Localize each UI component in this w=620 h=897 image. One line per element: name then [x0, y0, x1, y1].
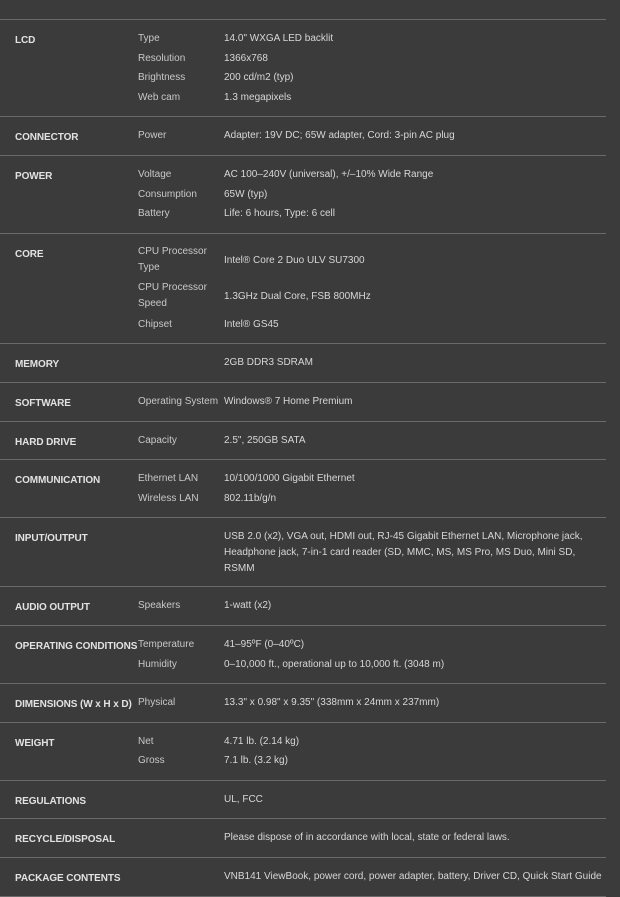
- spec-label: Ethernet LAN: [138, 473, 199, 485]
- spec-label: Capacity: [138, 434, 177, 446]
- spec-section: [0, 460, 606, 518]
- spec-section: [0, 626, 606, 684]
- spec-label: Gross: [138, 755, 165, 767]
- section-title: LCD: [15, 35, 36, 46]
- section-title: REGULATIONS: [15, 795, 86, 807]
- spec-value: Adapter: 19V DC; 65W adapter, Cord: 3-pin AC plug: [224, 130, 455, 142]
- spec-row: [0, 693, 606, 713]
- section-title: AUDIO OUTPUT: [15, 602, 90, 614]
- spec-label: Physical: [138, 697, 176, 709]
- section-title: COMMUNICATION: [15, 475, 101, 487]
- spec-section: [0, 858, 606, 897]
- spec-value: AC 100–240V (universal), +/–10% Wide Range: [224, 168, 434, 180]
- spec-value: 200 cd/m2 (typ): [224, 72, 294, 84]
- spec-section: [0, 723, 606, 781]
- spec-value: UL, FCC: [224, 793, 263, 805]
- section-title: SOFTWARE: [15, 397, 71, 409]
- spec-row: [0, 732, 606, 752]
- spec-label: Temperature: [138, 638, 195, 650]
- spec-value: 4.71 lb. (2.14 kg): [224, 735, 300, 747]
- spec-label: Net: [138, 735, 154, 747]
- spec-row: [0, 867, 606, 887]
- spec-row: [0, 88, 606, 108]
- spec-row: [0, 828, 606, 848]
- spec-row: [0, 431, 606, 451]
- spec-section: [0, 518, 606, 587]
- spec-value: 2.5", 250GB SATA: [224, 434, 306, 446]
- spec-row: [0, 489, 606, 509]
- spec-value: Intel® Core 2 Duo ULV SU7300: [224, 254, 365, 266]
- section-title: DIMENSIONS (W x H x D): [15, 699, 132, 711]
- section-title: WEIGHT: [15, 737, 55, 749]
- section-title: CONNECTOR: [15, 132, 79, 144]
- spec-label: Consumption: [138, 188, 197, 200]
- spec-value: 13.3" x 0.98" x 9.35" (338mm x 24mm x 237mm): [224, 697, 440, 709]
- spec-label: Voltage: [138, 168, 172, 180]
- section-title: PACKAGE CONTENTS: [15, 873, 121, 885]
- spec-label: Resolution: [138, 52, 186, 64]
- spec-table: [0, 19, 606, 897]
- spec-label: Power: [138, 130, 167, 142]
- spec-value: Intel® GS45: [224, 318, 279, 330]
- section-title: POWER: [15, 170, 53, 182]
- spec-section: [0, 20, 606, 117]
- spec-row: [0, 29, 606, 49]
- spec-value: 65W (typ): [224, 188, 268, 200]
- spec-label: CPU Processor Speed: [138, 281, 207, 310]
- spec-section: [0, 422, 606, 461]
- spec-value: 0–10,000 ft., operational up to 10,000 ft. (3048 m): [224, 658, 445, 670]
- spec-row: [0, 596, 606, 616]
- spec-label: Battery: [138, 208, 170, 220]
- section-title: HARD DRIVE: [15, 436, 77, 448]
- spec-section: [0, 344, 606, 383]
- section-title: OPERATING CONDITIONS: [15, 640, 138, 652]
- spec-value: USB 2.0 (x2), VGA out, HDMI out, RJ-45 Gigabit Ethernet LAN, Microphone jack, Headphone jack, 7-in-1 card reader (SD, MMC, MS, MS Pro, MS Duo, Mini SD, RSMM: [224, 531, 583, 575]
- spec-value: 1.3GHz Dual Core, FSB 800MHz: [224, 290, 371, 302]
- spec-section: [0, 383, 606, 422]
- spec-row: [0, 527, 606, 577]
- spec-row: [0, 204, 606, 224]
- spec-label: CPU Processor Type: [138, 245, 207, 274]
- spec-section: [0, 781, 606, 820]
- spec-value: VNB141 ViewBook, power cord, power adapter, battery, Driver CD, Quick Start Guide: [224, 871, 602, 883]
- spec-section: [0, 587, 606, 626]
- spec-value: 41–95ºF (0–40ºC): [224, 638, 305, 650]
- spec-label: Web cam: [138, 91, 181, 103]
- spec-row: [0, 49, 606, 69]
- spec-label: Chipset: [138, 318, 172, 330]
- spec-section: [0, 234, 606, 345]
- spec-value: Life: 6 hours, Type: 6 cell: [224, 208, 335, 220]
- spec-row: [0, 751, 606, 771]
- spec-value: 1-watt (x2): [224, 600, 272, 612]
- spec-section: [0, 819, 606, 858]
- spec-label: Speakers: [138, 600, 181, 612]
- section-title: MEMORY: [15, 359, 60, 371]
- spec-label: Operating System: [138, 395, 219, 407]
- spec-row: [0, 635, 606, 655]
- spec-label: Type: [138, 33, 160, 44]
- spec-row: [0, 353, 606, 373]
- spec-value: 2GB DDR3 SDRAM: [224, 357, 313, 369]
- spec-row: [0, 126, 606, 146]
- spec-row: [0, 315, 606, 335]
- spec-label: Wireless LAN: [138, 492, 199, 504]
- spec-row: [0, 279, 606, 315]
- spec-label: Humidity: [138, 658, 177, 670]
- spec-row: [0, 392, 606, 412]
- spec-row: [0, 655, 606, 675]
- spec-row: [0, 243, 606, 279]
- spec-value: 1366x768: [224, 52, 268, 64]
- section-title: CORE: [15, 248, 44, 260]
- spec-value: Please dispose of in accordance with local, state or federal laws.: [224, 832, 510, 844]
- spec-value: 10/100/1000 Gigabit Ethernet: [224, 473, 355, 485]
- spec-value: Windows® 7 Home Premium: [224, 395, 353, 407]
- spec-value: 1.3 megapixels: [224, 91, 292, 103]
- section-title: INPUT/OUTPUT: [15, 533, 88, 545]
- spec-label: Brightness: [138, 72, 186, 84]
- spec-section: [0, 156, 606, 234]
- spec-row: [0, 185, 606, 205]
- spec-row: [0, 790, 606, 810]
- spec-value: 14.0" WXGA LED backlit: [224, 33, 334, 44]
- spec-section: [0, 117, 606, 156]
- spec-section: [0, 684, 606, 723]
- spec-value: 7.1 lb. (3.2 kg): [224, 755, 288, 767]
- spec-row: [0, 469, 606, 489]
- spec-row: [0, 68, 606, 88]
- section-title: RECYCLE/DISPOSAL: [15, 834, 116, 846]
- spec-row: [0, 165, 606, 185]
- spec-value: 802.11b/g/n: [224, 492, 277, 504]
